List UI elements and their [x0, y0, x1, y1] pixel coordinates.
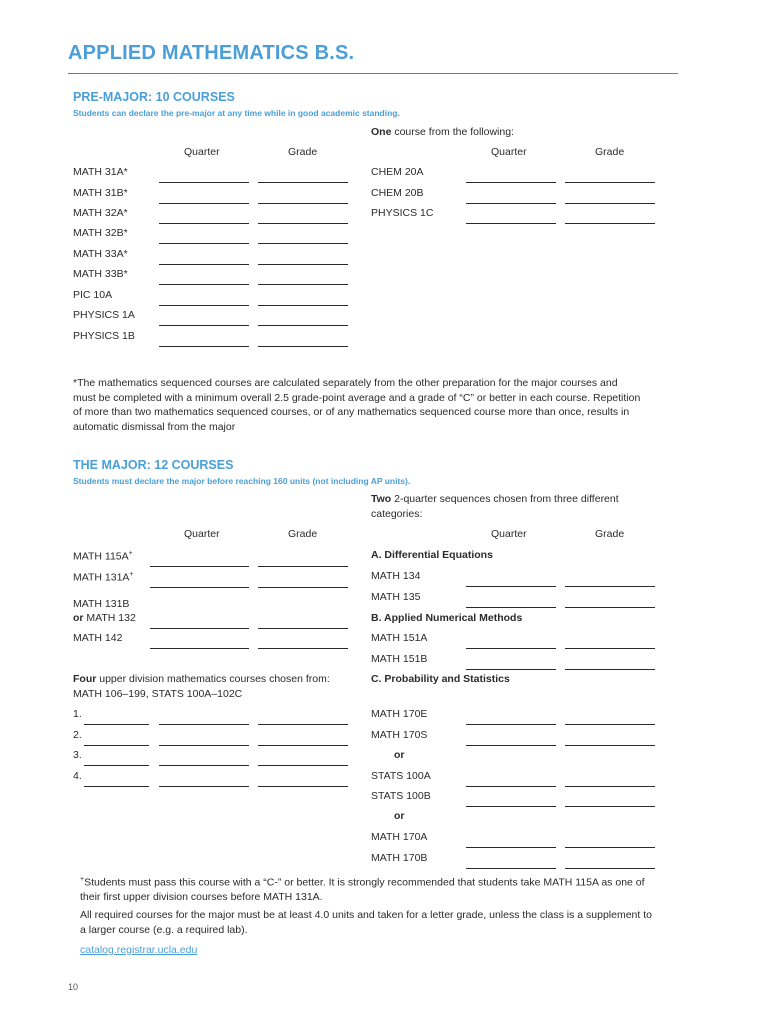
major-course-grade-field[interactable]: [565, 806, 655, 807]
premajor-course-0-grade-field[interactable]: [258, 182, 348, 183]
major-course-grade-field[interactable]: [565, 586, 655, 587]
major-subtitle: Students must declare the major before reaching 160 units (not including AP units).: [73, 476, 411, 486]
premajor-col-quarter-right: Quarter: [491, 146, 527, 158]
upper-division-quarter-field[interactable]: [159, 745, 249, 746]
premajor-course-5-grade-field[interactable]: [258, 284, 348, 285]
major-course-label: MATH 151A: [371, 632, 428, 644]
title-divider: [68, 73, 678, 74]
premajor-footnote: *The mathematics sequenced courses are calculated separately from the other preparation for the major courses and must be completed with a minimum overall 2.5 grade-point average and a grade of “C” or better in each course. Repetition of more than two mathematics sequenced courses, or of any mathematics sequenced course more than once, results in automatic dismissal from the major: [73, 377, 641, 433]
major-course-quarter-field[interactable]: [466, 745, 556, 746]
premajor-course-1-label: MATH 31B*: [73, 187, 128, 199]
course-math-132: or MATH 132: [73, 612, 136, 624]
premajor-col-quarter: Quarter: [184, 146, 220, 158]
dagger-footnote: +Students must pass this course with a “C-” or better. It is strongly recommended that students take MATH 115A as one of their first upper division courses before MATH 131A.: [80, 876, 645, 903]
category-b: B. Applied Numerical Methods: [371, 612, 523, 624]
premajor-col-grade-right: Grade: [595, 146, 625, 158]
premajor-subtitle: Students can declare the pre-major at any time while in good academic standing.: [73, 108, 400, 118]
letter-grade-note: All required courses for the major must be at least 4.0 units and taken for a letter grade, unless the class is a supplement to a larger course (e.g. a required lab).: [80, 909, 652, 936]
major-course-label: MATH 170A: [371, 831, 428, 843]
premajor-course-0-quarter-field[interactable]: [159, 182, 249, 183]
premajor-course-5-quarter-field[interactable]: [159, 284, 249, 285]
premajor-course-8-label: PHYSICS 1B: [73, 330, 135, 342]
major-course-quarter-field[interactable]: [466, 847, 556, 848]
premajor-one-of: One course from the following:: [371, 126, 514, 138]
upper-division-course-field[interactable]: [84, 745, 149, 746]
premajor-choice-1-quarter-field[interactable]: [466, 203, 556, 204]
major-heading: THE MAJOR: 12 COURSES: [73, 458, 234, 472]
major-col-grade-right: Grade: [595, 528, 625, 540]
upper-division-number: 4.: [73, 770, 82, 782]
premajor-heading: PRE-MAJOR: 10 COURSES: [73, 90, 235, 104]
premajor-course-4-label: MATH 33A*: [73, 248, 128, 260]
premajor-choice-1-label: CHEM 20B: [371, 187, 424, 199]
premajor-course-3-label: MATH 32B*: [73, 227, 128, 239]
premajor-course-4-quarter-field[interactable]: [159, 264, 249, 265]
premajor-course-2-quarter-field[interactable]: [159, 223, 249, 224]
major-course-grade-field[interactable]: [565, 847, 655, 848]
upper-division-grade-field[interactable]: [258, 765, 348, 766]
premajor-choice-0-label: CHEM 20A: [371, 166, 424, 178]
major-course-grade-field[interactable]: [565, 786, 655, 787]
grade-field-115a[interactable]: [258, 566, 348, 567]
page-title: APPLIED MATHEMATICS B.S.: [68, 42, 355, 64]
premajor-choice-0-grade-field[interactable]: [565, 182, 655, 183]
premajor-course-4-grade-field[interactable]: [258, 264, 348, 265]
grade-field-131a[interactable]: [258, 587, 348, 588]
upper-division-number: 3.: [73, 749, 82, 761]
upper-division-course-field[interactable]: [84, 786, 149, 787]
major-course-grade-field[interactable]: [565, 724, 655, 725]
grade-field-142[interactable]: [258, 648, 348, 649]
major-course-label: MATH 170B: [371, 852, 428, 864]
course-math-142: MATH 142: [73, 632, 123, 644]
catalog-link[interactable]: catalog.registrar.ucla.edu: [80, 944, 198, 956]
major-course-quarter-field[interactable]: [466, 586, 556, 587]
premajor-course-1-grade-field[interactable]: [258, 203, 348, 204]
premajor-choice-0-quarter-field[interactable]: [466, 182, 556, 183]
premajor-course-5-label: MATH 33B*: [73, 268, 128, 280]
premajor-course-3-quarter-field[interactable]: [159, 243, 249, 244]
major-course-grade-field[interactable]: [565, 669, 655, 670]
major-course-grade-field[interactable]: [565, 607, 655, 608]
upper-division-quarter-field[interactable]: [159, 786, 249, 787]
upper-division-grade-field[interactable]: [258, 745, 348, 746]
major-course-label: MATH 134: [371, 570, 421, 582]
course-math-131b: MATH 131B: [73, 598, 130, 610]
category-c: C. Probability and Statistics: [371, 673, 510, 685]
or-separator-2: or: [394, 810, 405, 822]
premajor-course-2-label: MATH 32A*: [73, 207, 128, 219]
quarter-field-131a[interactable]: [150, 587, 249, 588]
course-math-115a: MATH 115A+: [73, 550, 133, 563]
premajor-course-6-quarter-field[interactable]: [159, 305, 249, 306]
premajor-choice-2-label: PHYSICS 1C: [371, 207, 434, 219]
major-course-label: MATH 170E: [371, 708, 428, 720]
quarter-field-131b[interactable]: [150, 628, 249, 629]
major-col-quarter-right: Quarter: [491, 528, 527, 540]
major-course-label: MATH 135: [371, 591, 421, 603]
category-a: A. Differential Equations: [371, 549, 493, 561]
major-course-label: MATH 151B: [371, 653, 428, 665]
upper-division-grade-field[interactable]: [258, 786, 348, 787]
premajor-choice-2-grade-field[interactable]: [565, 223, 655, 224]
major-course-grade-field[interactable]: [565, 648, 655, 649]
upper-division-quarter-field[interactable]: [159, 765, 249, 766]
major-two-sequences-line2: categories:: [371, 508, 423, 520]
major-two-sequences: Two 2-quarter sequences chosen from three different: [371, 493, 619, 505]
major-course-quarter-field[interactable]: [466, 669, 556, 670]
major-course-quarter-field[interactable]: [466, 806, 556, 807]
grade-field-131b[interactable]: [258, 628, 348, 629]
course-math-131a: MATH 131A+: [73, 571, 134, 584]
major-course-quarter-field[interactable]: [466, 648, 556, 649]
premajor-col-grade: Grade: [288, 146, 318, 158]
page-number: 10: [68, 982, 79, 992]
upper-division-number: 1.: [73, 708, 82, 720]
premajor-course-8-grade-field[interactable]: [258, 346, 348, 347]
major-four-range: MATH 106–199, STATS 100A–102C: [73, 688, 243, 700]
quarter-field-115a[interactable]: [150, 566, 249, 567]
premajor-course-3-grade-field[interactable]: [258, 243, 348, 244]
major-col-grade: Grade: [288, 528, 318, 540]
major-course-grade-field[interactable]: [565, 868, 655, 869]
major-course-quarter-field[interactable]: [466, 607, 556, 608]
major-course-grade-field[interactable]: [565, 745, 655, 746]
major-course-quarter-field[interactable]: [466, 786, 556, 787]
major-course-quarter-field[interactable]: [466, 868, 556, 869]
premajor-course-1-quarter-field[interactable]: [159, 203, 249, 204]
upper-division-number: 2.: [73, 729, 82, 741]
upper-division-course-field[interactable]: [84, 765, 149, 766]
premajor-choice-2-quarter-field[interactable]: [466, 223, 556, 224]
premajor-course-7-grade-field[interactable]: [258, 325, 348, 326]
major-course-label: STATS 100A: [371, 770, 431, 782]
or-separator-1: or: [394, 749, 405, 761]
premajor-course-7-label: PHYSICS 1A: [73, 309, 135, 321]
premajor-course-2-grade-field[interactable]: [258, 223, 348, 224]
major-four-upper: Four upper division mathematics courses chosen from:: [73, 673, 330, 685]
premajor-course-7-quarter-field[interactable]: [159, 325, 249, 326]
premajor-choice-1-grade-field[interactable]: [565, 203, 655, 204]
premajor-course-8-quarter-field[interactable]: [159, 346, 249, 347]
quarter-field-142[interactable]: [150, 648, 249, 649]
premajor-course-6-grade-field[interactable]: [258, 305, 348, 306]
upper-division-course-field[interactable]: [84, 724, 149, 725]
upper-division-quarter-field[interactable]: [159, 724, 249, 725]
upper-division-grade-field[interactable]: [258, 724, 348, 725]
major-course-quarter-field[interactable]: [466, 724, 556, 725]
major-course-label: STATS 100B: [371, 790, 431, 802]
major-col-quarter: Quarter: [184, 528, 220, 540]
premajor-course-6-label: PIC 10A: [73, 289, 113, 301]
major-course-label: MATH 170S: [371, 729, 428, 741]
premajor-course-0-label: MATH 31A*: [73, 166, 128, 178]
